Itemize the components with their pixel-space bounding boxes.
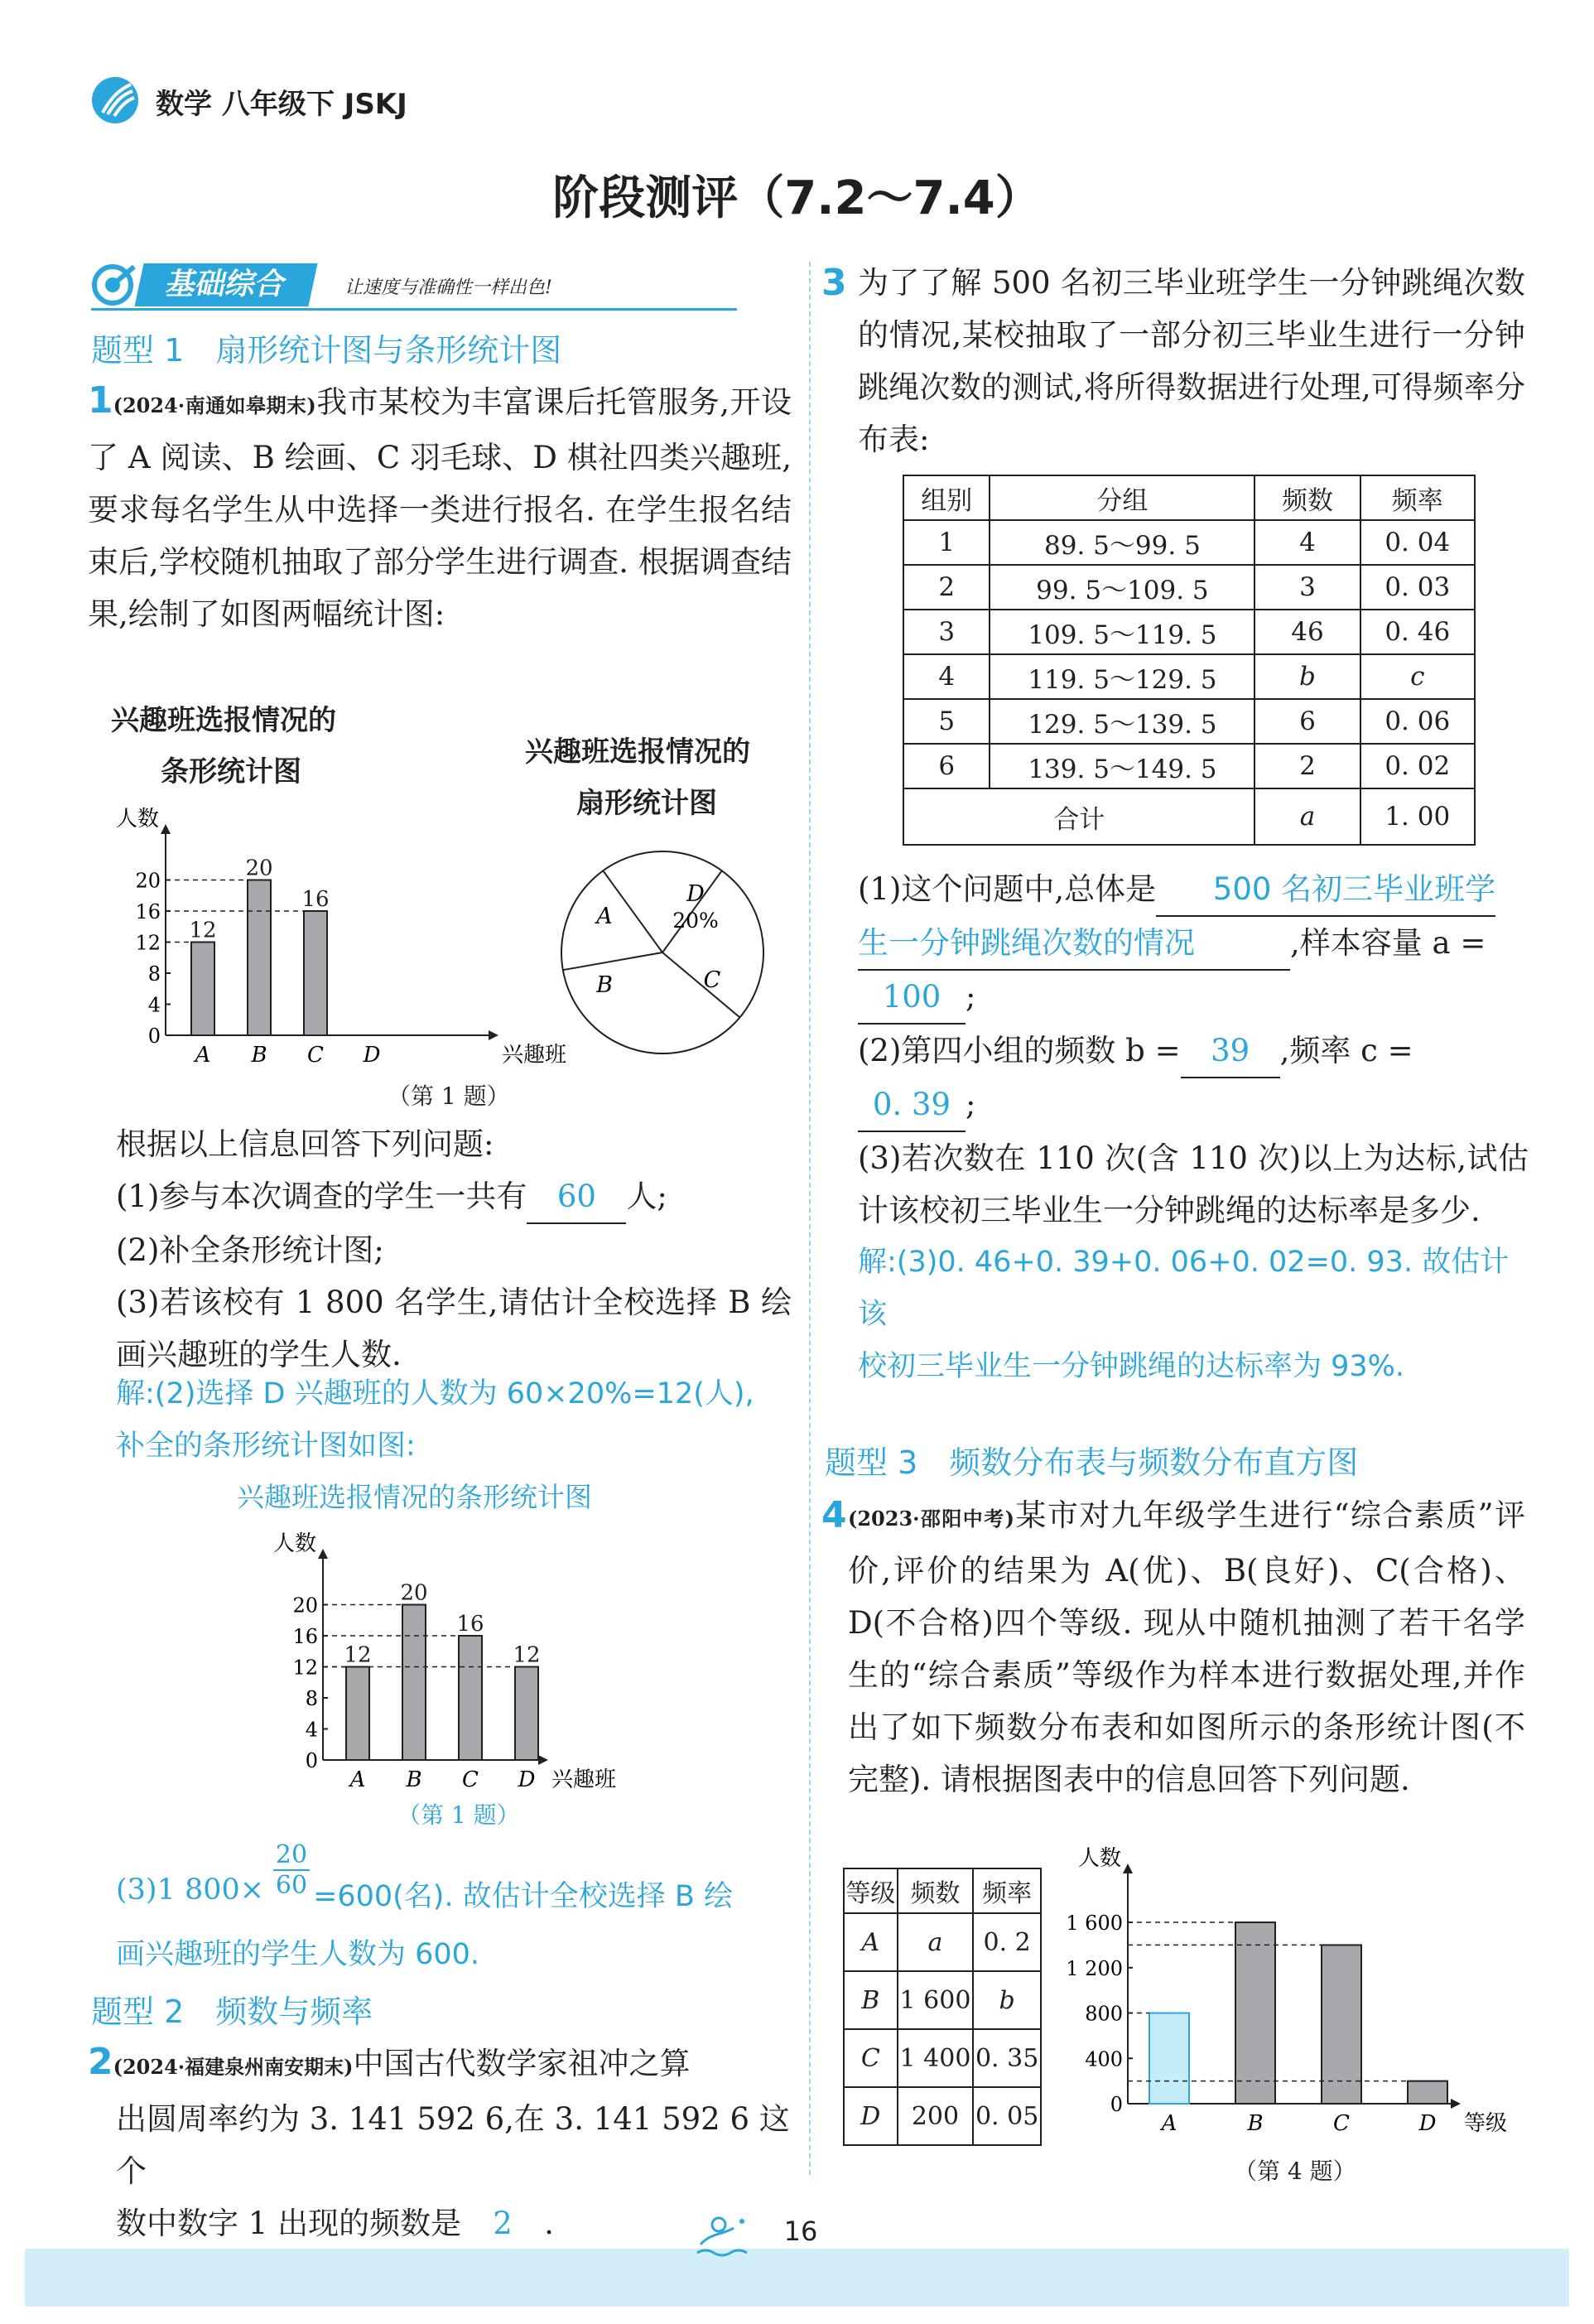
q1-block [88, 374, 792, 640]
x-axis-label: 兴趣班 [502, 1043, 567, 1068]
q3-header-cell: 组别 [903, 475, 990, 520]
y-tick-label: 1 600 [1066, 1912, 1123, 1936]
q3-row-cell: 4 [1254, 520, 1360, 565]
q3-header-cell: 分组 [990, 475, 1254, 520]
q4-row-cell: 1 400 [898, 2029, 974, 2087]
q1-pie-title-2: 扇形统计图 [576, 787, 717, 820]
q4-row-cell: C [844, 2029, 898, 2087]
q3-row-cell: 3 [903, 610, 990, 654]
bar-A [346, 1667, 369, 1761]
q4-frequency-table [843, 1868, 1042, 2146]
q3-row-cell: 6 [1254, 699, 1360, 744]
q1-solution-chart-title: 兴趣班选报情况的条形统计图 [237, 1481, 592, 1513]
x-tick-label-B: B [1247, 2111, 1264, 2136]
q1-figure-caption: （第 1 题） [388, 1082, 510, 1110]
table-row [903, 520, 1475, 565]
y-tick-label: 8 [147, 962, 161, 986]
q1-questions [116, 1118, 792, 1381]
q2-source: (2024·福建泉州南安期末) [113, 2055, 354, 2079]
q3-total-cell: 1. 00 [1360, 788, 1475, 845]
x-tick-label-C: C [307, 1043, 324, 1068]
data-label-A: 12 [189, 918, 217, 943]
q4-row-cell: b [973, 1971, 1041, 2029]
bar-B [1235, 1922, 1275, 2104]
q2-answer: 2 [461, 2197, 544, 2251]
q4-header-cell: 频数 [898, 1868, 974, 1913]
q4-row-cell: 1 600 [898, 1971, 974, 2029]
q3-number: 3 [821, 262, 847, 304]
x-tick-label-A: A [349, 1767, 366, 1792]
q3-row-cell: 5 [903, 699, 990, 744]
q1-part1-end: 人; [626, 1179, 667, 1214]
x-tick-label-D: D [1418, 2111, 1437, 2136]
bar-B [402, 1605, 426, 1761]
q3-row-cell: 0. 04 [1360, 520, 1475, 565]
y-axis-arrow [318, 1549, 328, 1559]
q4-block [821, 1489, 1525, 1806]
q3-part2-text: (2)第四小组的频数 b = [858, 1033, 1181, 1068]
q3-row-cell: 139. 5～149. 5 [990, 744, 1254, 788]
y-tick-label: 0 [147, 1025, 161, 1049]
pie-divider [662, 952, 739, 1017]
q1-pie-chart [547, 837, 795, 1068]
q4-number: 4 [821, 1494, 847, 1536]
q3-part1-mid: ,样本容量 a = [1290, 925, 1486, 961]
table-row [903, 699, 1475, 744]
q3-part2-line1 [858, 1025, 1529, 1078]
q3-part2-answer-2: 0. 39 [858, 1078, 966, 1132]
q3-row-cell: c [1360, 654, 1475, 699]
y-tick-label: 8 [305, 1687, 318, 1711]
q4-header-cell: 频率 [973, 1868, 1041, 1913]
total-label: 合计 [903, 788, 1254, 845]
table-row [844, 2087, 1041, 2145]
q3-part1-answer-2: 生一分钟跳绳次数的情况 [858, 917, 1290, 971]
x-axis-label: 兴趣班 [551, 1767, 617, 1792]
q3-part2-mid: ,频率 c = [1279, 1033, 1413, 1068]
q3-row-cell: 6 [903, 744, 990, 788]
x-tick-label-D: D [363, 1043, 381, 1068]
x-tick-label-A: A [195, 1043, 211, 1068]
y-tick-label: 0 [305, 1749, 318, 1773]
bar-A [1149, 2013, 1189, 2104]
q4-header-cell: 等级 [844, 1868, 898, 1913]
x-tick-label-C: C [1333, 2111, 1350, 2136]
q1-solution-line1: 解:(2)选择 D 兴趣班的人数为 60×20%=12(人), [116, 1377, 754, 1410]
q2-block [88, 2036, 800, 2251]
bar-A [191, 943, 214, 1036]
q2-line3-end: . [544, 2206, 554, 2241]
q4-row-cell: 0. 05 [973, 2087, 1041, 2145]
q1-solution-part3 [116, 1840, 795, 1923]
pie-percent-D: 20% [672, 909, 719, 933]
q3-row-cell: 3 [1254, 565, 1360, 610]
y-tick-label: 1 200 [1066, 1956, 1123, 1980]
bar-B [248, 880, 271, 1036]
footer-band [25, 2249, 1569, 2307]
q3-part1-line2 [858, 917, 1529, 971]
q1-part1-text: (1)参与本次调查的学生一共有 [116, 1179, 527, 1214]
badge-label: 基础综合 [134, 263, 317, 306]
x-tick-label-A: A [1161, 2111, 1177, 2136]
x-axis-label: 等级 [1464, 2111, 1508, 2136]
book-label: 数学 八年级下 JSKJ [156, 88, 407, 121]
data-label-D: 12 [513, 1642, 541, 1668]
q4-table-header [844, 1868, 1041, 1913]
pie-label-C: C [703, 967, 721, 993]
q3-row-cell: 99. 5～109. 5 [990, 565, 1254, 610]
q3-part3: (3)若次数在 110 次(含 110 次)以上为达标,试估计该校初三毕业生一分钟跳绳的达标率是多少. [858, 1140, 1529, 1228]
q3-part2-end: ; [966, 1087, 976, 1122]
section-badge [91, 262, 315, 308]
q3-row-cell: 2 [903, 565, 990, 610]
q3-frequency-table [903, 475, 1476, 846]
y-tick-label: 20 [135, 869, 161, 893]
table-row [844, 1971, 1041, 2029]
q4-source: (2023·邵阳中考) [848, 1507, 1014, 1531]
q1-part1 [116, 1170, 792, 1224]
q3-row-cell: 2 [1254, 744, 1360, 788]
q3-total-cell: a [1254, 788, 1360, 845]
y-tick-label: 800 [1085, 2002, 1123, 2026]
page-number: 16 [783, 2216, 818, 2247]
q4-stem: 某市对九年级学生进行“综合素质”评价,评价的结果为 A(优)、B(良好)、C(合格)、D(不合格)四个等级. 现从中随机抽测了若干名学生的“综合素质”等级作为样本进行数据处理,并作出了如下频数分布表和如图所示的条形统计图(不完整). 请根据图表中的信息回答下列问题. [848, 1497, 1525, 1797]
q1-part2: (2)补全条形统计图; [116, 1232, 384, 1268]
q1-solution-bar-chart [240, 1520, 671, 1797]
y-axis-label: 人数 [272, 1531, 316, 1556]
q3-solution-line1: 解:(3)0. 46+0. 39+0. 06+0. 02=0. 93. 故估计该 [858, 1246, 1510, 1331]
q2-line3 [88, 2197, 800, 2251]
q3-row-cell: 4 [903, 654, 990, 699]
pie-label-B: B [596, 972, 613, 998]
badge-slogan: 让速度与准确性一样出色! [344, 277, 552, 298]
data-label-C: 16 [301, 887, 330, 912]
y-axis-label: 人数 [1077, 1846, 1121, 1871]
q3-header-cell: 频率 [1360, 475, 1475, 520]
q1-part1-answer: 60 [527, 1170, 626, 1224]
q4-row-cell: A [844, 1913, 898, 1971]
pie-label-A: A [596, 904, 613, 929]
q3-row-cell: 46 [1254, 610, 1360, 654]
y-tick-label: 4 [305, 1718, 318, 1742]
q2-line1 [88, 2036, 800, 2093]
q2-line1-text: 中国古代数学家祖冲之算 [353, 2046, 691, 2081]
y-tick-label: 16 [292, 1625, 318, 1649]
data-label-A: 12 [344, 1642, 372, 1668]
q1-sol3-fraction [273, 1840, 310, 1900]
data-label-B: 20 [400, 1580, 428, 1606]
table-row [844, 2029, 1041, 2087]
q3-row-cell: 119. 5～129. 5 [990, 654, 1254, 699]
y-tick-label: 0 [1110, 2093, 1123, 2117]
y-tick-label: 12 [135, 931, 161, 955]
y-tick-label: 20 [292, 1594, 318, 1618]
q3-part1-line3 [858, 971, 1529, 1025]
table-row [903, 744, 1475, 788]
q3-row-cell: 129. 5～139. 5 [990, 699, 1254, 744]
table-row [903, 654, 1475, 699]
q3-row-cell: 0. 06 [1360, 699, 1475, 744]
column-divider [809, 262, 811, 2175]
q3-row-cell: b [1254, 654, 1360, 699]
q3-part2-line2 [858, 1078, 1529, 1132]
q1-number: 1 [88, 379, 113, 422]
q2-line3-text: 数中数字 1 出现的频数是 [116, 2206, 462, 2241]
q1-bar-chart [99, 795, 567, 1077]
q1-bar-title-1: 兴趣班选报情况的 [111, 704, 336, 737]
q1-bar-title-2: 条形统计图 [161, 755, 301, 788]
q3-row-cell: 0. 02 [1360, 744, 1475, 788]
bar-D [1408, 2081, 1447, 2104]
q3-solution-line2: 校初三毕业生一分钟跳绳的达标率为 93%. [858, 1350, 1405, 1383]
header-logo-icon [91, 76, 139, 124]
q4-row-cell: D [844, 2087, 898, 2145]
q3-header-cell: 频数 [1254, 475, 1360, 520]
bar-D [515, 1667, 538, 1761]
pie-label-D: D [686, 881, 705, 907]
y-tick-label: 400 [1085, 2047, 1123, 2071]
q3-stem: 为了了解 500 名初三毕业班学生一分钟跳绳次数的情况,某校抽取了一部分初三毕业生进行一分钟跳绳次数的测试,将所得数据进行处理,可得频率分布表: [858, 265, 1525, 457]
y-tick-label: 16 [135, 900, 161, 924]
table-row [844, 1913, 1041, 1971]
y-axis-label: 人数 [115, 807, 159, 832]
bar-C [459, 1636, 482, 1760]
q1-part3: (3)若该校有 1 800 名学生,请估计全校选择 B 绘画兴趣班的学生人数. [116, 1285, 792, 1372]
q1-sol3-line2: 画兴趣班的学生人数为 600. [116, 1938, 480, 1971]
q2-number: 2 [88, 2041, 113, 2083]
q1-stem: 我市某校为丰富课后托管服务,开设了 A 阅读、B 绘画、C 羽毛球、D 棋社四类兴趣班,要求每名学生从中选择一类进行报名. 在学生报名结束后,学校随机抽取了部分学生进行调查. 根据调查结果,绘制了如图两幅统计图: [88, 384, 792, 632]
q1-sol3-denominator: 60 [273, 1869, 310, 1900]
q3-table-header [903, 475, 1475, 520]
q1-sol3-numerator: 20 [275, 1840, 308, 1869]
table-row [903, 610, 1475, 654]
q4-bar-chart [1045, 1846, 1542, 2149]
q4-row-cell: 0. 2 [973, 1913, 1041, 1971]
q1-sol3-rest: =600(名). 故估计全校选择 B 绘 [313, 1880, 733, 1913]
q3-part1-answer-1: 500 名初三毕业班学 [1156, 863, 1495, 917]
q3-row-cell: 1 [903, 520, 990, 565]
q3-row-cell: 89. 5～99. 5 [990, 520, 1254, 565]
y-tick-label: 4 [147, 993, 161, 1017]
q1-solution [116, 1368, 795, 1473]
data-label-B: 20 [245, 856, 273, 881]
swimmer-icon [694, 2211, 752, 2261]
x-axis-arrow [538, 1755, 548, 1765]
q3-block [821, 257, 1525, 465]
type-2-heading: 题型 2 频数与频率 [91, 1994, 373, 2030]
type-3-heading: 题型 3 频数分布表与频数分布直方图 [825, 1444, 1359, 1481]
q3-row-cell: 0. 46 [1360, 610, 1475, 654]
y-axis-arrow [1123, 1864, 1133, 1873]
q1-solution-caption: （第 1 题） [397, 1801, 520, 1829]
y-axis-arrow [161, 824, 171, 834]
q3-row-cell: 0. 03 [1360, 565, 1475, 610]
q1-sol3-prefix: (3)1 800× [116, 1873, 265, 1907]
q4-row-cell: 200 [898, 2087, 974, 2145]
data-label-C: 16 [456, 1612, 484, 1637]
q3-part1-answer-3: 100 [858, 971, 966, 1025]
q1-source: (2024·南通如皋期末) [113, 393, 316, 417]
table-row [903, 565, 1475, 610]
y-tick-label: 12 [292, 1656, 318, 1680]
bar-C [304, 911, 327, 1035]
q4-row-cell: B [844, 1971, 898, 2029]
q4-row-cell: a [898, 1913, 974, 1971]
x-tick-label-B: B [251, 1043, 267, 1068]
q2-line2: 出圆周率约为 3. 141 592 6,在 3. 141 592 6 这个 [116, 2101, 790, 2189]
q3-part1-end: ; [966, 979, 976, 1015]
x-tick-label-C: C [462, 1767, 479, 1792]
badge-underline [91, 308, 737, 311]
q3-part1-text: (1)这个问题中,总体是 [858, 871, 1157, 907]
q4-row-cell: 0. 35 [973, 2029, 1041, 2087]
bar-C [1322, 1945, 1361, 2104]
q3-questions [858, 863, 1529, 1393]
q3-part2-answer-1: 39 [1181, 1025, 1280, 1078]
q4-figure-caption: （第 4 题） [1234, 2158, 1356, 2185]
x-tick-label-B: B [406, 1767, 422, 1792]
q1-solution-line2: 补全的条形统计图如图: [116, 1430, 416, 1463]
table-total-row [903, 788, 1475, 845]
q1-intro: 根据以上信息回答下列问题: [116, 1126, 494, 1162]
pie-divider [563, 952, 662, 970]
x-axis-arrow [489, 1030, 498, 1040]
type-1-heading: 题型 1 扇形统计图与条形统计图 [91, 332, 562, 369]
x-tick-label-D: D [518, 1767, 536, 1792]
q1-pie-title-1: 兴趣班选报情况的 [525, 735, 750, 769]
q3-part1-line1 [858, 863, 1529, 917]
page-title: 阶段测评（7.2～7.4） [552, 171, 1042, 225]
q3-row-cell: 109. 5～119. 5 [990, 610, 1254, 654]
x-axis-arrow [1451, 2099, 1461, 2109]
target-icon [91, 263, 137, 306]
